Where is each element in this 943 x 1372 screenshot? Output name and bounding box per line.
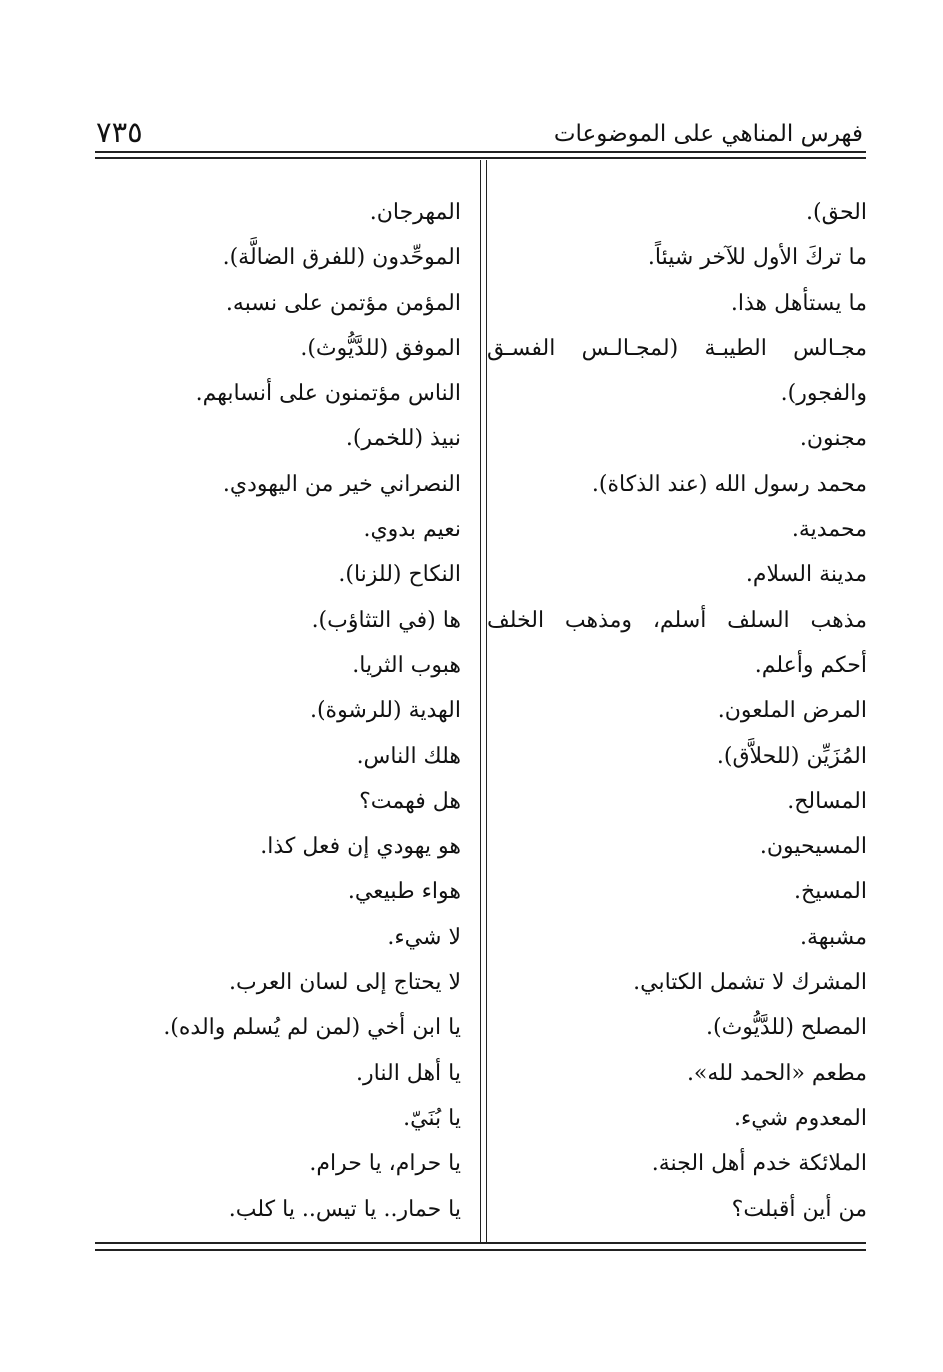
list-item: هل فهمت؟ — [359, 788, 461, 814]
list-item: المسيخ. — [794, 879, 867, 905]
list-item: هو يهودي إن فعل كذا. — [260, 834, 461, 860]
list-item: المشرك لا تشمل الكتابي. — [633, 970, 867, 996]
column-divider-left-line — [480, 160, 481, 1243]
list-item: مذهب السلف أسلم، ومذهب الخلف — [487, 607, 867, 633]
list-item: المُزَيِّن (للحلاَّق). — [716, 743, 867, 769]
header-rule-bottom — [95, 157, 866, 159]
list-item: لا يحتاج إلى لسان العرب. — [229, 970, 461, 996]
list-item: الملائكة خدم أهل الجنة. — [651, 1151, 867, 1177]
list-item: مدينة السلام. — [745, 562, 867, 588]
list-item: مطعم «الحمد لله». — [686, 1060, 867, 1086]
list-item: يا بُنَيّ. — [403, 1105, 461, 1131]
list-item: هواء طبيعي. — [347, 879, 461, 905]
list-item: المعدوم شيء. — [733, 1105, 867, 1131]
list-item: ما تركَ الأول للآخر شيئاً. — [647, 245, 867, 271]
list-item: النصراني خير من اليهودي. — [222, 471, 461, 497]
list-item: يا أهل النار. — [356, 1060, 461, 1086]
list-item: لا شيء. — [387, 924, 461, 950]
list-item: مجنون. — [799, 426, 867, 452]
list-item: النكاح (للزنا). — [338, 562, 461, 588]
list-item: ها (في التثاؤب). — [311, 607, 461, 633]
list-item: الموفق (للدَّيُّوث). — [300, 335, 461, 361]
list-item: والفجور). — [780, 381, 867, 407]
list-item: محمد رسول الله (عند الذكاة). — [591, 471, 867, 497]
list-item: هلك الناس. — [356, 743, 461, 769]
list-item: من أين أقبلت؟ — [731, 1196, 867, 1222]
list-item: محمدية. — [791, 517, 867, 543]
list-item: الحق). — [806, 200, 867, 225]
list-item: نبيذ (للخمر). — [345, 426, 461, 452]
list-item: يا حرام، يا حرام. — [309, 1151, 461, 1177]
left-column — [161, 190, 461, 1232]
list-item: ما يستأهل هذا. — [730, 290, 867, 316]
list-item: يا ابن أخي (لمن لم يُسلم والده). — [163, 1015, 461, 1041]
list-item: نعيم بدوي. — [363, 517, 461, 543]
running-title: فهرس المناهي على الموضوعات — [553, 121, 863, 147]
list-item: المؤمن مؤتمن على نسبه. — [225, 290, 461, 316]
right-column — [487, 190, 867, 1232]
list-item: المهرجان. — [369, 200, 461, 225]
list-item: المرض الملعون. — [717, 698, 867, 724]
header-rule-top — [95, 151, 866, 153]
list-item: مجـالس الطيبـة (لمجـالـس الفسـق — [487, 335, 867, 361]
list-item: أحكم وأعلم. — [754, 652, 867, 678]
list-item: الهدية (للرشوة). — [309, 698, 461, 724]
list-item: المسيحيون. — [759, 834, 867, 860]
footer-rule-bottom — [95, 1249, 866, 1251]
list-item: هبوب الثريا. — [352, 652, 461, 678]
page-number: ٧٣٥ — [96, 115, 143, 149]
list-item: الموحِّدون (للفرق الضالَّة). — [222, 245, 461, 271]
footer-rule-top — [95, 1242, 866, 1244]
list-item: الناس مؤتمنون على أنسابهم. — [195, 381, 461, 407]
list-item: المصلح (للدَّيُّوث). — [706, 1015, 867, 1041]
list-item: مشبهة. — [800, 924, 867, 950]
list-item: المسالح. — [787, 788, 867, 814]
list-item: يا حمار.. يا تيس.. يا كلب. — [228, 1196, 461, 1222]
